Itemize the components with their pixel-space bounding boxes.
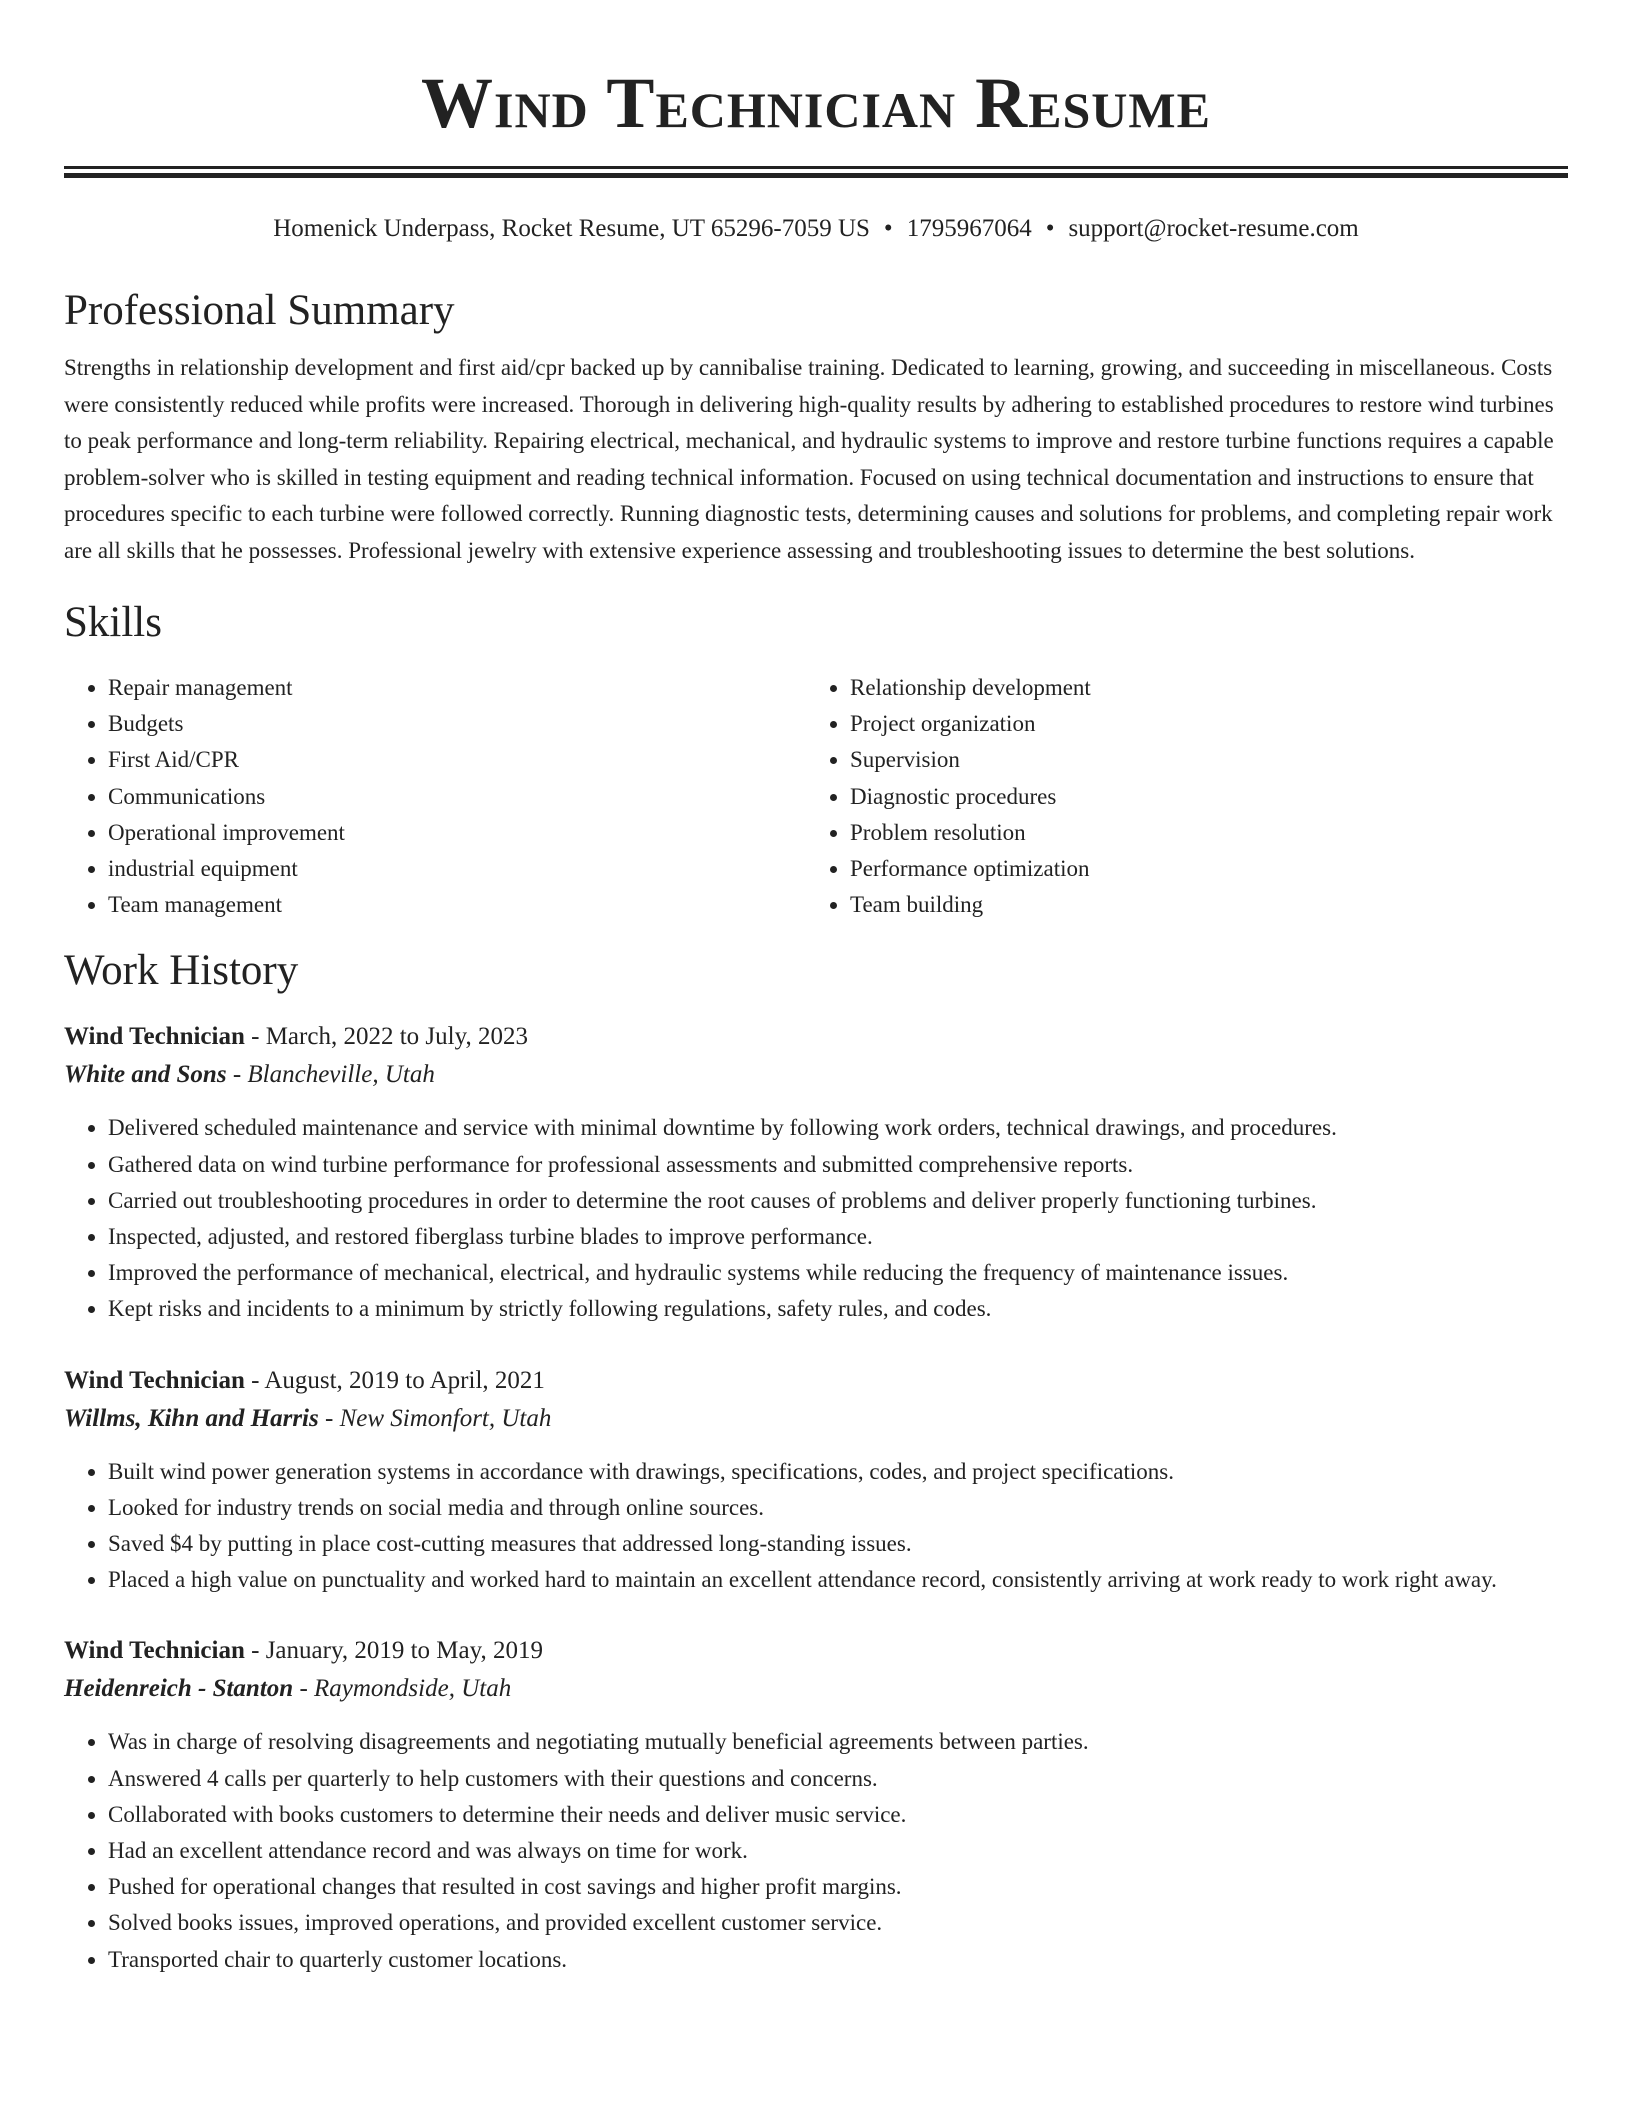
dash-separator: - [251,1023,260,1051]
skill-item: • First Aid/CPR [108,742,806,778]
dash-separator: - [251,1366,260,1394]
skill-item: • Relationship development [850,670,1548,706]
job-duty: • Carried out troubleshooting procedures in order to determine the root causes of problems and deliver properly functioning turbines. [108,1183,1568,1219]
skill-item: • Communications [108,779,806,815]
title-divider [64,166,1568,178]
employer-line [64,1670,1568,1708]
skill-item: • Team management [108,887,806,923]
job-dates: March, 2022 to July, 2023 [265,1023,528,1051]
skill-item: • Repair management [108,670,806,706]
job-title: Wind Technician [64,1366,245,1394]
job-location: Raymondside, Utah [314,1675,512,1703]
contact-email: support@rocket-resume.com [1068,215,1359,242]
job-duty: • Saved $4 by putting in place cost-cutting measures that addressed long-standing issues. [108,1526,1568,1562]
job-duty: • Inspected, adjusted, and restored fiberglass turbine blades to improve performance. [108,1219,1568,1255]
job-duty: • Built wind power generation systems in accordance with drawings, specifications, codes, and project specifications. [108,1454,1568,1490]
job-entry [64,1362,1568,1599]
job-duty: • Kept risks and incidents to a minimum by strictly following regulations, safety rules, and codes. [108,1291,1568,1327]
skill-item: • Diagnostic procedures [850,779,1548,815]
job-entry [64,1632,1568,1977]
skills-heading: Skills [64,599,162,646]
dash-separator: - [232,1061,242,1089]
job-location: Blancheville, Utah [247,1061,435,1089]
dash-separator: - [299,1675,308,1703]
skill-item: • Performance optimization [850,851,1548,887]
summary-text: Strengths in relationship development and first aid/cpr backed up by cannibalise training. Dedicated to learning, growing, and succeeding in miscellaneous. Costs were consistently reduced while profits were increased. Thorough in delivering high-quality results by adhering to established procedures to restore wind turbines to peak performance and long-term reliability. Repairing electrical, mechanical, and hydraulic systems to improve and restore turbine functions requires a capable problem-solver who is skilled in testing equipment and reading technical information. Focused on using technical documentation and instructions to ensure that procedures specific to each turbine were followed correctly. Running diagnostic tests, determining causes and solutions for problems, and completing repair work are all skills that he possesses. Professional jewelry with extensive experience assessing and troubleshooting issues to determine the best solutions. [64,355,1554,563]
contact-line [64,212,1568,246]
job-dates: August, 2019 to April, 2021 [264,1366,545,1394]
employer-name: Willms, Kihn and Harris [64,1404,319,1432]
job-duties [64,1110,1568,1327]
job-duties [64,1454,1568,1599]
contact-phone: 1795967064 [906,215,1032,242]
employer-name: White and Sons [64,1061,227,1089]
job-title: Wind Technician [64,1023,245,1051]
job-duty: • Delivered scheduled maintenance and service with minimal downtime by following work orders, technical drawings, and procedures. [108,1110,1568,1146]
job-duty: • Gathered data on wind turbine performance for professional assessments and submitted comprehensive reports. [108,1147,1568,1183]
job-duty: • Transported chair to quarterly customer locations. [108,1942,1568,1978]
job-entry [64,1018,1568,1327]
job-title-line [64,1018,1568,1056]
job-location: New Simonfort, Utah [339,1404,552,1432]
job-duty: • Placed a high value on punctuality and worked hard to maintain an excellent attendance record, consistently arriving at work ready to work right away. [108,1562,1568,1598]
dash-separator: - [251,1637,260,1665]
skill-item: • industrial equipment [108,851,806,887]
contact-address: Homenick Underpass, Rocket Resume, UT 65296-7059 US [273,215,870,242]
job-duties [64,1724,1568,1977]
employer-name: Heidenreich - Stanton [64,1675,294,1703]
job-dates: January, 2019 to May, 2019 [265,1637,543,1665]
job-duty: • Improved the performance of mechanical, electrical, and hydraulic systems while reducing the frequency of maintenance issues. [108,1255,1568,1291]
resume-title: Wind Technician Resume [421,63,1211,143]
skill-item: • Operational improvement [108,815,806,851]
job-duty: • Looked for industry trends on social media and through online sources. [108,1490,1568,1526]
skill-item: • Project organization [850,706,1548,742]
employer-line [64,1056,1568,1094]
job-duty: • Collaborated with books customers to determine their needs and deliver music service. [108,1797,1568,1833]
job-duty: • Answered 4 calls per quarterly to help customers with their questions and concerns. [108,1761,1568,1797]
work-history-heading: Work History [64,947,299,995]
skill-item: • Problem resolution [850,815,1548,851]
skills-column-left [64,670,806,923]
job-title-line [64,1362,1568,1400]
skill-item: • Budgets [108,706,806,742]
job-duty: • Solved books issues, improved operations, and provided excellent customer service. [108,1905,1568,1941]
skill-item: • Team building [850,887,1548,923]
employer-line [64,1400,1568,1438]
job-title: Wind Technician [64,1637,245,1665]
contact-separator: • [883,215,893,242]
skills-column-right [806,670,1548,923]
skills-list [64,670,1568,923]
summary-heading: Professional Summary [64,287,455,334]
job-duty: • Had an excellent attendance record and was always on time for work. [108,1833,1568,1869]
job-duty: • Was in charge of resolving disagreements and negotiating mutually beneficial agreements between parties. [108,1724,1568,1760]
contact-separator: • [1045,215,1055,242]
job-duty: • Pushed for operational changes that resulted in cost savings and higher profit margins. [108,1869,1568,1905]
job-title-line [64,1632,1568,1670]
skill-item: • Supervision [850,742,1548,778]
dash-separator: - [324,1404,334,1432]
